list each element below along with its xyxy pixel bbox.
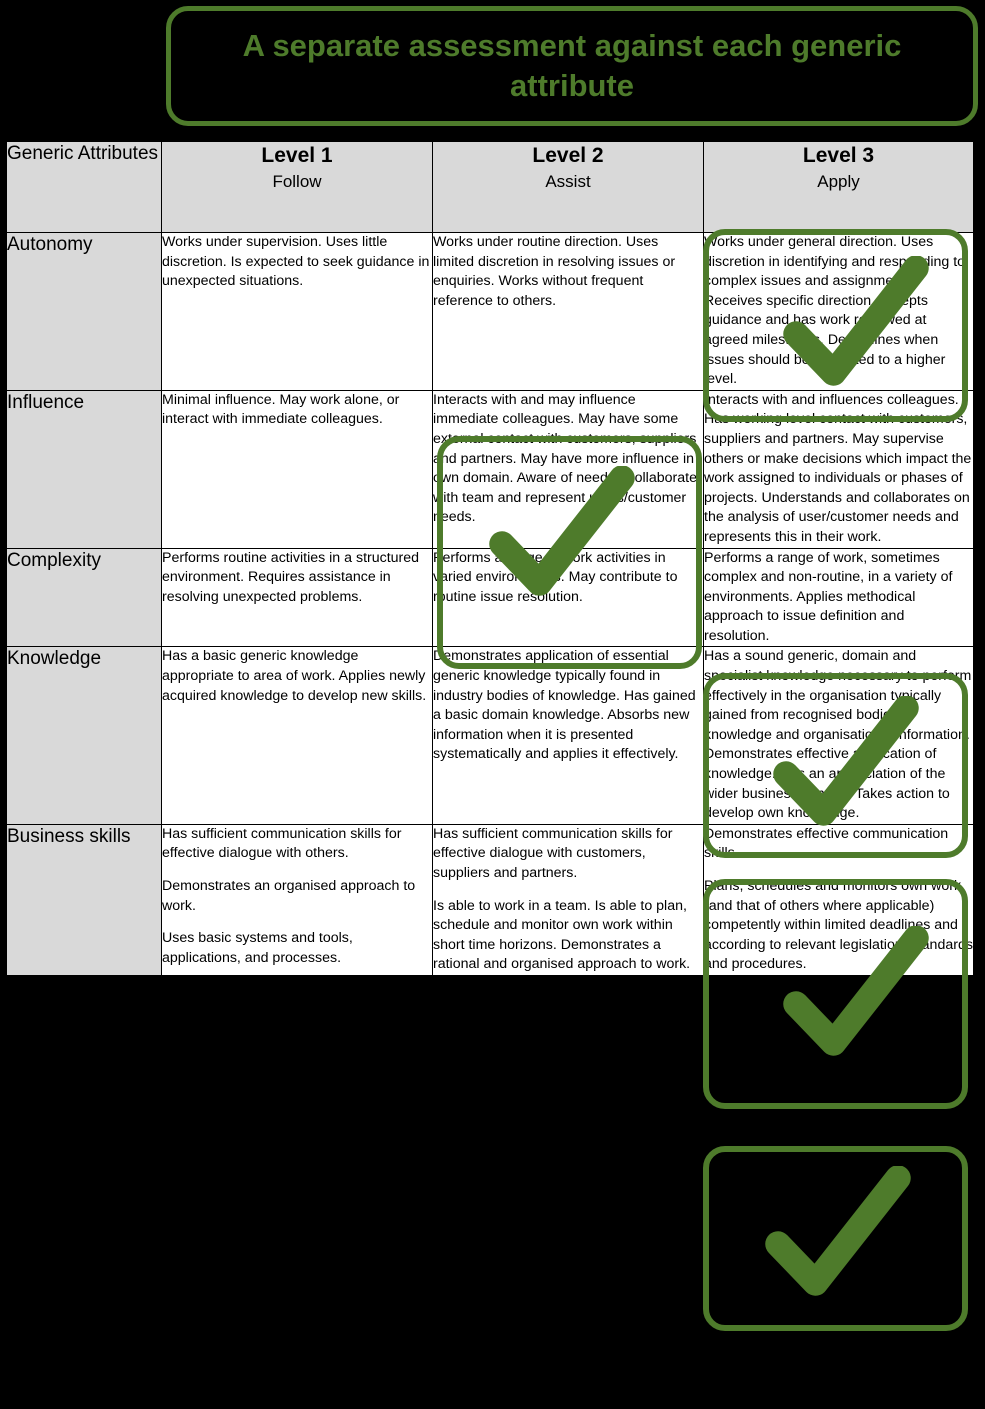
attribute-influence: Influence — [7, 390, 162, 548]
header-level-3-name: Level 3 — [802, 144, 875, 167]
cell-text: Interacts with and may influence immediate colleagues. May have some external contact with customers, suppliers and partners. May have more influence in own domain. Aware of need to collaborate with team and represent users/customer needs. — [433, 391, 697, 526]
attribute-knowledge: Knowledge — [7, 647, 162, 824]
header-level-2-name: Level 2 — [532, 144, 604, 167]
cell-business-skills-level3 — [704, 824, 974, 975]
header-generic-attributes: Generic Attributes — [7, 142, 162, 233]
page-title: A separate assessment against each generic attribute — [242, 28, 902, 103]
cell-text: Minimal influence. May work alone, or interact with immediate colleagues. — [162, 391, 400, 428]
table-row — [7, 548, 974, 647]
table-row — [7, 824, 974, 975]
header-level-3 — [704, 142, 974, 233]
cell-text: Has a sound generic, domain and specialist knowledge necessary to perform effectively in the organisation typically gained from recognised bodies of knowledge and organisational information. Demonstrates effective application of knowledge. Has an appreciation of the wider business context. Takes action to develop own knowledge. — [704, 648, 972, 822]
header-level-1-name: Level 1 — [261, 144, 333, 167]
cell-text: Performs a range of work, sometimes complex and non-routine, in a variety of environments. Applies methodical approach to issue definition and resolution. — [704, 549, 953, 644]
cell-text: Works under routine direction. Uses limited discretion in resolving issues or enquiries. Works without frequent reference to others. — [433, 234, 676, 309]
table-row — [7, 233, 974, 391]
attribute-autonomy: Autonomy — [7, 233, 162, 391]
cell-knowledge-level1 — [162, 647, 433, 824]
attribute-complexity: Complexity — [7, 548, 162, 647]
cell-text: Demonstrates application of essential generic knowledge typically found in industry bodies of knowledge. Has gained a basic domain knowledge. Absorbs new information when it is presented systematically and applies it effectively. — [433, 648, 696, 763]
cell-complexity-level1 — [162, 548, 433, 647]
cell-influence-level2 — [433, 390, 704, 548]
attribute-business-skills: Business skills — [7, 824, 162, 975]
cell-autonomy-level3 — [704, 233, 974, 391]
cell-text: Works under supervision. Uses little discretion. Is expected to seek guidance in unexpected situations. — [162, 234, 430, 290]
cell-text: Performs routine activities in a structured environment. Requires assistance in resolving unexpected problems. — [162, 549, 420, 605]
cell-business-skills-level2 — [433, 824, 704, 975]
cell-text: Has a basic generic knowledge appropriate to area of work. Applies newly acquired knowledge to develop new skills. — [162, 648, 427, 704]
header-level-2-sub: Assist — [545, 172, 591, 192]
header-level-1 — [162, 142, 433, 233]
cell-text: Has sufficient communication skills for effective dialogue with others. — [162, 825, 402, 862]
table-row — [7, 647, 974, 824]
cell-text: Interacts with and influences colleagues. Has working level contact with customers, suppliers and partners. May supervise others or make decisions which impact the work assigned to individuals or phases of projects. Understands and collaborates on the analysis of user/customer needs and represents this in their work. — [704, 391, 972, 545]
cell-text: Demonstrates effective communication skills. — [704, 825, 949, 862]
cell-text: Has sufficient communication skills for effective dialogue with customers, suppliers and partners. — [433, 825, 673, 881]
header-level-3-sub: Apply — [817, 172, 860, 192]
cell-text: Plans, schedules and monitors own work (and that of others where applicable) competently within limited deadlines and according to relevant legislation, standards and procedures. — [704, 878, 973, 973]
cell-complexity-level2 — [433, 548, 704, 647]
cell-influence-level3 — [704, 390, 974, 548]
cell-text: Performs a range of work activities in varied environments. May contribute to routine issue resolution. — [433, 549, 678, 605]
table-header-row — [7, 142, 974, 233]
cell-text: Is able to work in a team. Is able to plan, schedule and monitor own work within short time horizons. Demonstrates a rational and organised approach to work. — [433, 897, 691, 973]
cell-text: Demonstrates an organised approach to work. — [162, 878, 416, 914]
header-level-2 — [433, 142, 704, 233]
green-check-mark-icon — [763, 1166, 913, 1316]
cell-business-skills-level1 — [162, 824, 433, 975]
assessment-matrix — [6, 141, 973, 976]
cell-influence-level1 — [162, 390, 433, 548]
cell-knowledge-level3 — [704, 647, 974, 824]
title-banner — [166, 6, 978, 126]
matrix-table — [6, 141, 974, 976]
cell-knowledge-level2 — [433, 647, 704, 824]
cell-text: Uses basic systems and tools, applications, and processes. — [162, 930, 353, 966]
cell-autonomy-level2 — [433, 233, 704, 391]
cell-complexity-level3 — [704, 548, 974, 647]
table-row — [7, 390, 974, 548]
cell-text: Works under general direction. Uses discretion in identifying and responding to complex issues and assignments. Receives specific direction, accepts guidance and has work reviewed at agreed milestones. Determines when issues should be escalated to a higher level. — [704, 234, 966, 388]
cell-autonomy-level1 — [162, 233, 433, 391]
header-level-1-sub: Follow — [272, 172, 322, 192]
selection-highlight-business-skills-level3 — [703, 1146, 968, 1331]
